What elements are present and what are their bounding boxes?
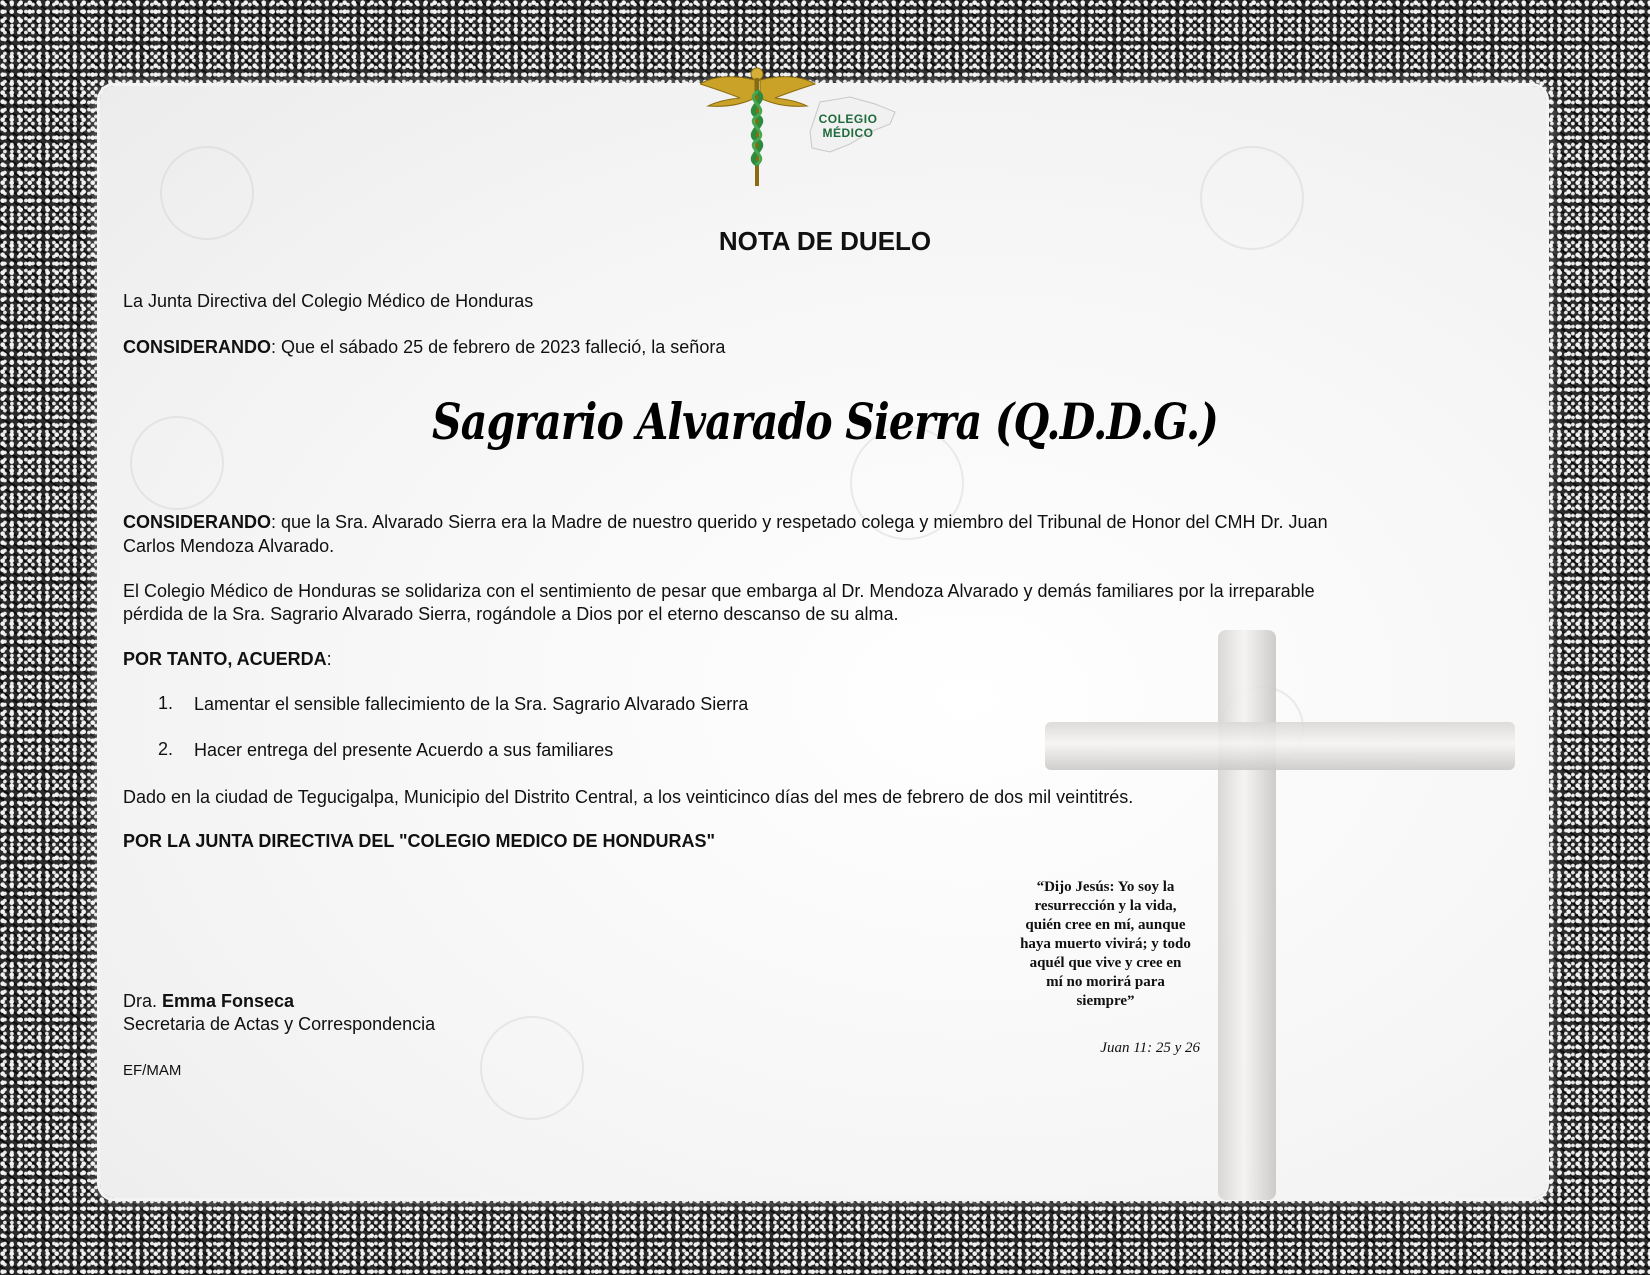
quote-line: “Dijo Jesús: Yo soy la — [1036, 879, 1175, 895]
cross-image — [1218, 630, 1276, 1200]
considerando-text: : Que el sábado 25 de febrero de 2023 falleció, la señora — [271, 337, 726, 357]
agreement-item: Lamentar el sensible fallecimiento de la Sra. Sagrario Alvarado Sierra — [194, 694, 749, 714]
acuerda-suffix: : — [326, 649, 332, 669]
acuerda-label: POR TANTO, ACUERDA — [123, 649, 327, 669]
considerando-2 — [123, 510, 1328, 534]
left-wing — [700, 77, 755, 107]
signature-prefix: Dra. — [123, 991, 163, 1011]
considerando-label: CONSIDERANDO — [123, 512, 272, 532]
acuerda-heading — [123, 647, 332, 671]
considerando-label: CONSIDERANDO — [123, 337, 272, 357]
agreement-item: Hacer entrega del presente Acuerdo a sus familiares — [194, 740, 614, 760]
signature-role: Secretaria de Actas y Correspondencia — [123, 1014, 436, 1034]
quote-line: siempre” — [1076, 993, 1135, 1009]
page-title: NOTA DE DUELO — [718, 226, 932, 256]
deceased-name: Sagrario Alvarado Sierra (Q.D.D.G.) — [432, 392, 1218, 451]
agreement-number: 1. — [158, 693, 174, 713]
quote-line: resurrección y la vida, — [1034, 898, 1177, 914]
logo-text: COLEGIO MÉDICO — [818, 112, 878, 140]
intro-text: La Junta Directiva del Colegio Médico de Honduras — [123, 291, 534, 311]
right-wing — [760, 77, 815, 107]
quote-line: haya muerto vivirá; y todo — [1020, 936, 1191, 952]
agreement-number: 2. — [158, 739, 174, 759]
signatory-name: Emma Fonseca — [162, 991, 295, 1011]
considerando-text: : que la Sra. Alvarado Sierra era la Madre de nuestro querido y respetado colega y miembro del Tribunal de Honor del CMH Dr. Juan — [271, 512, 1328, 532]
given-in-text: Dado en la ciudad de Tegucigalpa, Municipio del Distrito Central, a los veinticinco días del mes de febrero de dos mil veintitrés. — [123, 787, 1134, 807]
quote-reference: Juan 11: 25 y 26 — [1100, 1040, 1200, 1056]
quote-line: aquél que vive y cree en — [1029, 955, 1182, 971]
bible-quote — [1008, 878, 1203, 1011]
watermark-swirl — [480, 1016, 584, 1120]
junta-line: POR LA JUNTA DIRECTIVA DEL "COLEGIO MEDICO DE HONDURAS" — [123, 831, 716, 851]
reference-initials: EF/MAM — [123, 1062, 182, 1079]
quote-line: mí no morirá para — [1046, 974, 1165, 990]
considerando-1 — [123, 335, 725, 359]
cross-arm — [1045, 722, 1515, 770]
signature-name — [123, 989, 294, 1013]
solidarity-line-2: pérdida de la Sra. Sagrario Alvarado Sierra, rogándole a Dios por el eterno descanso de su alma. — [123, 604, 899, 624]
quote-line: quién cree en mí, aunque — [1025, 917, 1186, 933]
considerando-2-cont: Carlos Mendoza Alvarado. — [123, 536, 335, 556]
solidarity-line-1: El Colegio Médico de Honduras se solidariza con el sentimiento de pesar que embarga al Dr. Mendoza Alvarado y demás familiares por la irreparable — [123, 581, 1315, 601]
